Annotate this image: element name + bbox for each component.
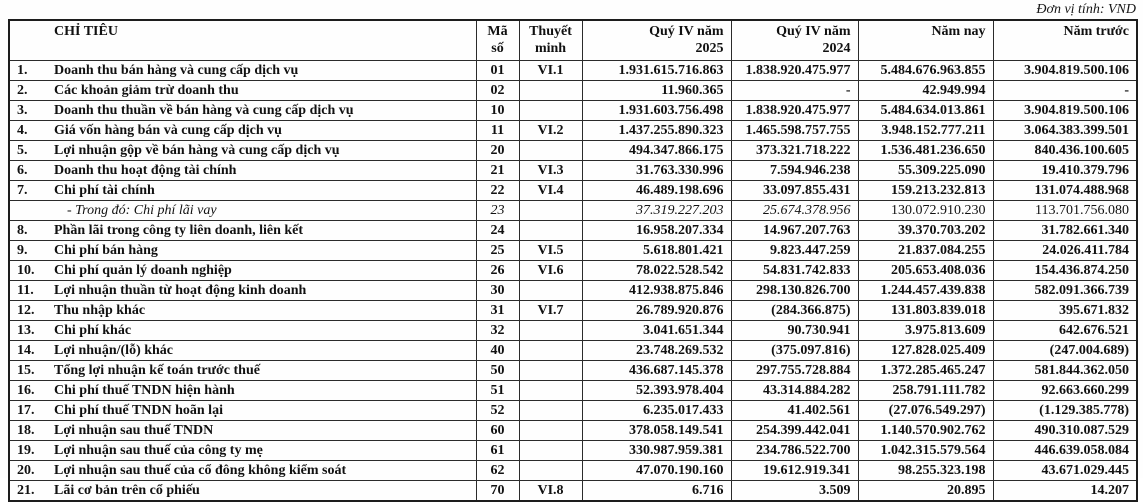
row-note: VI.1 <box>519 61 582 81</box>
value-year-current: 55.309.225.090 <box>858 161 993 181</box>
table-row <box>9 341 1137 361</box>
value-q4-2025: 31.763.330.996 <box>582 161 731 181</box>
table-row <box>9 221 1137 241</box>
row-note <box>519 81 582 101</box>
row-number: 14. <box>17 343 35 358</box>
row-code: 20 <box>476 141 519 161</box>
value-year-prior: 19.410.379.796 <box>993 161 1137 181</box>
unit-note: Đơn vị tính: VND <box>1036 2 1136 17</box>
value-year-prior: 43.671.029.445 <box>993 461 1137 481</box>
value-q4-2024: - <box>731 81 858 101</box>
row-code: 51 <box>476 381 519 401</box>
value-q4-2025: 378.058.149.541 <box>582 421 731 441</box>
row-code: 23 <box>476 201 519 221</box>
row-number: 11. <box>17 283 34 298</box>
value-q4-2024: 298.130.826.700 <box>731 281 858 301</box>
header-note-line2: minh <box>534 41 567 56</box>
value-year-current: 1.042.315.579.564 <box>858 441 993 461</box>
value-q4-2025: 5.618.801.421 <box>582 241 731 261</box>
table-row <box>9 261 1137 281</box>
table-row <box>9 441 1137 461</box>
row-note <box>519 341 582 361</box>
row-code: 52 <box>476 401 519 421</box>
row-number: 17. <box>17 403 35 418</box>
value-q4-2024: 3.509 <box>731 481 858 502</box>
row-note <box>519 201 582 221</box>
value-q4-2025: 26.789.920.876 <box>582 301 731 321</box>
value-q4-2024: 1.465.598.757.755 <box>731 121 858 141</box>
value-year-current: (27.076.549.297) <box>858 401 993 421</box>
value-q4-2024: 297.755.728.884 <box>731 361 858 381</box>
income-statement-table <box>8 19 1138 502</box>
table-row <box>9 161 1137 181</box>
table-row <box>9 321 1137 341</box>
value-q4-2025: 3.041.651.344 <box>582 321 731 341</box>
row-number: 6. <box>17 163 28 178</box>
header-indicator <box>9 20 476 61</box>
row-note <box>519 281 582 301</box>
row-note <box>519 101 582 121</box>
value-year-current: 258.791.111.782 <box>858 381 993 401</box>
row-code: 30 <box>476 281 519 301</box>
value-q4-2025: 1.931.615.716.863 <box>582 61 731 81</box>
row-label: Tổng lợi nhuận kế toán trước thuế <box>54 363 260 378</box>
value-year-prior: 14.207 <box>993 481 1137 502</box>
value-year-prior: 92.663.660.299 <box>993 381 1137 401</box>
value-q4-2024: 19.612.919.341 <box>731 461 858 481</box>
row-number: 13. <box>17 323 35 338</box>
row-number: 18. <box>17 423 35 438</box>
row-indicator <box>9 361 476 381</box>
row-label: Lợi nhuận sau thuế của công ty mẹ <box>54 443 263 458</box>
value-year-prior: 131.074.488.968 <box>993 181 1137 201</box>
value-year-current: 1.244.457.439.838 <box>858 281 993 301</box>
header-year-current <box>858 20 993 61</box>
value-year-current: 1.140.570.902.762 <box>858 421 993 441</box>
row-number: 2. <box>17 83 28 98</box>
value-q4-2024: 234.786.522.700 <box>731 441 858 461</box>
value-year-current: 205.653.408.036 <box>858 261 993 281</box>
value-year-current: 20.895 <box>858 481 993 502</box>
table-row <box>9 481 1137 502</box>
value-year-prior: 582.091.366.739 <box>993 281 1137 301</box>
row-label: Các khoản giảm trừ doanh thu <box>54 83 239 98</box>
value-q4-2025: 330.987.959.381 <box>582 441 731 461</box>
value-q4-2025: 37.319.227.203 <box>582 201 731 221</box>
table-row <box>9 141 1137 161</box>
row-number: 19. <box>17 443 35 458</box>
value-q4-2025: 6.716 <box>582 481 731 502</box>
header-q4-2025 <box>582 20 731 61</box>
table-row <box>9 61 1137 81</box>
row-note: VI.2 <box>519 121 582 141</box>
table-row <box>9 101 1137 121</box>
row-label: Thu nhập khác <box>54 303 146 318</box>
row-indicator <box>9 61 476 81</box>
value-q4-2025: 436.687.145.378 <box>582 361 731 381</box>
header-code <box>476 20 519 61</box>
header-q4-2024-line1: Quý IV năm <box>776 24 851 39</box>
row-code: 62 <box>476 461 519 481</box>
row-indicator <box>9 281 476 301</box>
row-note <box>519 421 582 441</box>
row-number: 21. <box>17 483 35 498</box>
row-code: 60 <box>476 421 519 441</box>
row-label: Lợi nhuận thuần từ hoạt động kinh doanh <box>54 283 307 298</box>
value-q4-2025: 1.931.603.756.498 <box>582 101 731 121</box>
row-indicator <box>9 341 476 361</box>
row-number: 5. <box>17 143 28 158</box>
row-indicator <box>9 161 476 181</box>
header-year-prior-text: Năm trước <box>1063 24 1129 39</box>
row-indicator <box>9 181 476 201</box>
row-label: Lợi nhuận gộp về bán hàng và cung cấp dịch vụ <box>54 143 340 158</box>
table-row <box>9 301 1137 321</box>
table-body <box>9 61 1137 502</box>
header-year-prior <box>993 20 1137 61</box>
table-row <box>9 461 1137 481</box>
value-year-prior: (247.004.689) <box>993 341 1137 361</box>
value-year-current: 130.072.910.230 <box>858 201 993 221</box>
value-year-prior: 395.671.832 <box>993 301 1137 321</box>
row-note: VI.3 <box>519 161 582 181</box>
value-year-current: 21.837.084.255 <box>858 241 993 261</box>
row-number: 3. <box>17 103 28 118</box>
value-year-prior: 154.436.874.250 <box>993 261 1137 281</box>
row-label: Doanh thu thuần về bán hàng và cung cấp dịch vụ <box>54 103 354 118</box>
header-code-line2: số <box>491 41 504 56</box>
value-q4-2024: 1.838.920.475.977 <box>731 101 858 121</box>
row-number: 10. <box>17 263 35 278</box>
header-indicator-text: CHỈ TIÊU <box>54 24 118 39</box>
value-q4-2024: 254.399.442.041 <box>731 421 858 441</box>
row-code: 50 <box>476 361 519 381</box>
row-number: 7. <box>17 183 28 198</box>
value-year-prior: 3.064.383.399.501 <box>993 121 1137 141</box>
row-number <box>10 201 54 220</box>
header-q4-2024 <box>731 20 858 61</box>
row-code: 11 <box>476 121 519 141</box>
header-year-current-text: Năm nay <box>931 24 986 39</box>
header-q4-2025-line1: Quý IV năm <box>649 24 724 39</box>
row-indicator <box>9 141 476 161</box>
value-year-prior: 581.844.362.050 <box>993 361 1137 381</box>
value-q4-2025: 23.748.269.532 <box>582 341 731 361</box>
row-label: Doanh thu hoạt động tài chính <box>54 163 237 178</box>
row-note: VI.5 <box>519 241 582 261</box>
row-indicator <box>9 261 476 281</box>
table-row <box>9 361 1137 381</box>
value-q4-2024: 90.730.941 <box>731 321 858 341</box>
value-year-current: 39.370.703.202 <box>858 221 993 241</box>
table-row <box>9 241 1137 261</box>
row-note <box>519 441 582 461</box>
value-q4-2024: 33.097.855.431 <box>731 181 858 201</box>
value-q4-2025: 412.938.875.846 <box>582 281 731 301</box>
value-year-current: 5.484.634.013.861 <box>858 101 993 121</box>
row-indicator <box>9 441 476 461</box>
value-year-current: 5.484.676.963.855 <box>858 61 993 81</box>
row-note <box>519 381 582 401</box>
row-indicator <box>9 241 476 261</box>
value-q4-2024: 41.402.561 <box>731 401 858 421</box>
value-year-prior: - <box>993 81 1137 101</box>
row-note <box>519 461 582 481</box>
value-year-current: 127.828.025.409 <box>858 341 993 361</box>
row-indicator <box>9 401 476 421</box>
row-label: Chi phí quản lý doanh nghiệp <box>54 263 232 278</box>
row-code: 61 <box>476 441 519 461</box>
row-number: 4. <box>17 123 28 138</box>
value-q4-2025: 1.437.255.890.323 <box>582 121 731 141</box>
value-year-current: 1.372.285.465.247 <box>858 361 993 381</box>
row-note: VI.6 <box>519 261 582 281</box>
row-code: 31 <box>476 301 519 321</box>
value-year-prior: 840.436.100.605 <box>993 141 1137 161</box>
row-code: 40 <box>476 341 519 361</box>
row-indicator <box>9 101 476 121</box>
row-label: Chi phí khác <box>54 323 132 338</box>
row-number: 8. <box>17 223 28 238</box>
row-number: 15. <box>17 363 35 378</box>
value-q4-2025: 494.347.866.175 <box>582 141 731 161</box>
row-indicator <box>9 221 476 241</box>
row-label: Doanh thu bán hàng và cung cấp dịch vụ <box>54 63 299 78</box>
row-number: 16. <box>17 383 35 398</box>
value-q4-2024: 1.838.920.475.977 <box>731 61 858 81</box>
value-q4-2024: 7.594.946.238 <box>731 161 858 181</box>
value-q4-2024: 373.321.718.222 <box>731 141 858 161</box>
row-note <box>519 361 582 381</box>
row-label: Lợi nhuận sau thuế của cổ đông không kiểm soát <box>54 463 347 478</box>
row-indicator <box>9 121 476 141</box>
row-note <box>519 321 582 341</box>
row-number: 1. <box>17 63 28 78</box>
value-year-prior: 31.782.661.340 <box>993 221 1137 241</box>
row-note <box>519 221 582 241</box>
row-note <box>519 401 582 421</box>
row-code: 25 <box>476 241 519 261</box>
row-label: Lãi cơ bản trên cổ phiếu <box>54 483 200 498</box>
row-code: 21 <box>476 161 519 181</box>
row-label: Chi phí bán hàng <box>54 243 158 258</box>
value-year-current: 3.948.152.777.211 <box>858 121 993 141</box>
header-row <box>9 20 1137 61</box>
row-code: 24 <box>476 221 519 241</box>
table-row <box>9 281 1137 301</box>
header-q4-2024-line2: 2024 <box>822 41 851 56</box>
value-q4-2025: 46.489.198.696 <box>582 181 731 201</box>
value-q4-2025: 16.958.207.334 <box>582 221 731 241</box>
row-indicator <box>9 381 476 401</box>
value-year-current: 3.975.813.609 <box>858 321 993 341</box>
value-q4-2025: 6.235.017.433 <box>582 401 731 421</box>
table-row <box>9 421 1137 441</box>
header-code-line1: Mã <box>487 24 508 39</box>
table-row <box>9 81 1137 101</box>
row-note: VI.4 <box>519 181 582 201</box>
value-year-current: 159.213.232.813 <box>858 181 993 201</box>
value-year-prior: 490.310.087.529 <box>993 421 1137 441</box>
value-year-prior: (1.129.385.778) <box>993 401 1137 421</box>
row-code: 22 <box>476 181 519 201</box>
row-note: VI.7 <box>519 301 582 321</box>
header-note <box>519 20 582 61</box>
value-year-prior: 24.026.411.784 <box>993 241 1137 261</box>
value-year-prior: 642.676.521 <box>993 321 1137 341</box>
row-note: VI.8 <box>519 481 582 502</box>
row-code: 32 <box>476 321 519 341</box>
value-year-prior: 113.701.756.080 <box>993 201 1137 221</box>
value-q4-2024: 25.674.378.956 <box>731 201 858 221</box>
table-row <box>9 201 1137 221</box>
value-year-current: 1.536.481.236.650 <box>858 141 993 161</box>
value-q4-2024: 14.967.207.763 <box>731 221 858 241</box>
value-year-prior: 3.904.819.500.106 <box>993 61 1137 81</box>
row-indicator <box>9 301 476 321</box>
row-code: 70 <box>476 481 519 502</box>
row-number: 20. <box>17 463 35 478</box>
row-indicator <box>9 201 476 221</box>
row-code: 02 <box>476 81 519 101</box>
value-year-current: 131.803.839.018 <box>858 301 993 321</box>
table-row <box>9 381 1137 401</box>
table-header <box>9 20 1137 61</box>
value-year-prior: 3.904.819.500.106 <box>993 101 1137 121</box>
row-indicator <box>9 461 476 481</box>
row-note <box>519 141 582 161</box>
row-label: - Trong đó: Chi phí lãi vay <box>67 203 217 218</box>
row-label: Chi phí tài chính <box>54 183 155 198</box>
row-label: Chi phí thuế TNDN hoãn lại <box>54 403 223 418</box>
row-number: 9. <box>17 243 28 258</box>
row-indicator <box>9 81 476 101</box>
value-year-prior: 446.639.058.084 <box>993 441 1137 461</box>
table-row <box>9 401 1137 421</box>
value-q4-2025: 47.070.190.160 <box>582 461 731 481</box>
row-indicator <box>9 321 476 341</box>
value-year-current: 42.949.994 <box>858 81 993 101</box>
table-row <box>9 181 1137 201</box>
row-code: 26 <box>476 261 519 281</box>
row-label: Lợi nhuận sau thuế TNDN <box>54 423 214 438</box>
value-q4-2024: 43.314.884.282 <box>731 381 858 401</box>
value-year-current: 98.255.323.198 <box>858 461 993 481</box>
header-note-line1: Thuyết <box>529 24 572 39</box>
value-q4-2024: (284.366.875) <box>731 301 858 321</box>
row-code: 10 <box>476 101 519 121</box>
table-row <box>9 121 1137 141</box>
value-q4-2024: 54.831.742.833 <box>731 261 858 281</box>
row-label: Phần lãi trong công ty liên doanh, liên kết <box>54 223 304 238</box>
header-q4-2025-line2: 2025 <box>695 41 724 56</box>
value-q4-2025: 78.022.528.542 <box>582 261 731 281</box>
row-indicator <box>9 481 476 502</box>
value-q4-2025: 11.960.365 <box>582 81 731 101</box>
row-number: 12. <box>17 303 35 318</box>
row-indicator <box>9 421 476 441</box>
row-label: Giá vốn hàng bán và cung cấp dịch vụ <box>54 123 282 138</box>
value-q4-2024: 9.823.447.259 <box>731 241 858 261</box>
row-code: 01 <box>476 61 519 81</box>
value-q4-2025: 52.393.978.404 <box>582 381 731 401</box>
value-q4-2024: (375.097.816) <box>731 341 858 361</box>
row-label: Chi phí thuế TNDN hiện hành <box>54 383 235 398</box>
row-label: Lợi nhuận/(lỗ) khác <box>54 343 174 358</box>
